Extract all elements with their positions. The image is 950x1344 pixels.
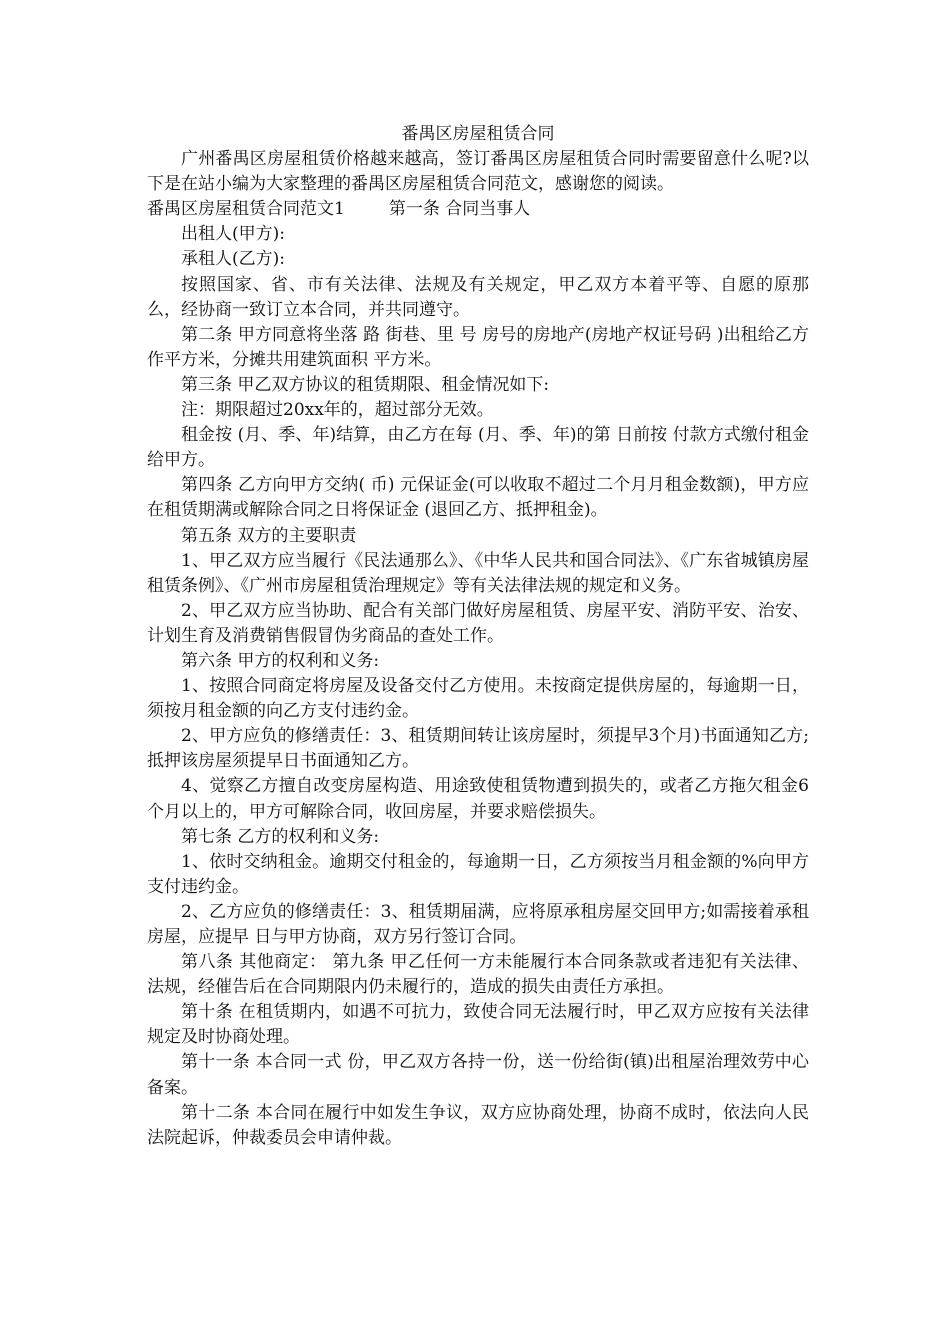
paragraph: 按照国家、省、市有关法律、法规及有关规定，甲乙双方本着平等、自愿的原那么，经协商一致订立本合同，并共同遵守。 [147,274,809,320]
paragraph: 2、甲乙双方应当协助、配合有关部门做好房屋租赁、房屋平安、消防平安、治安、计划生育及消费销售假冒伪劣商品的查处工作。 [147,600,809,646]
paragraph: 第四条 乙方向甲方交纳( 币) 元保证金(可以收取不超过二个月月租金数额)，甲方应在租赁期满或解除合同之日将保证金 (退回乙方、抵押租金)。 [147,475,809,521]
paragraph: 第十二条 本合同在履行中如发生争议，双方应协商处理，协商不成时，依法向人民法院起诉，仲裁委员会申请仲裁。 [147,1102,809,1148]
paragraph: 第十一条 本合同一式 份，甲乙双方各持一份，送一份给街(镇)出租屋治理效劳中心备案。 [147,1052,809,1098]
intro-paragraph: 广州番禺区房屋租赁价格越来越高，签订番禺区房屋租赁合同时需要留意什么呢?以下是在站小编为大家整理的番禺区房屋租赁合同范文，感谢您的阅读。 [147,149,809,195]
paragraph: 1、依时交纳租金。逾期交付租金的，每逾期一日，乙方须按当月租金额的%向甲方支付违约金。 [147,851,809,897]
paragraph: 第五条 双方的主要职责 [181,525,357,546]
section-heading-line [147,197,809,222]
document-page [147,122,809,1151]
paragraph: 第二条 甲方同意将坐落 路 街巷、里 号 房号的房地产(房地产权证号码 )出租给乙方作平方米，分摊共用建筑面积 平方米。 [147,324,809,370]
paragraph: 第三条 甲乙双方协议的租赁期限、租金情况如下: [181,374,550,395]
document-title: 番禺区房屋租赁合同 [401,124,555,144]
paragraph: 1、甲乙双方应当履行《民法通那么》、《中华人民共和国合同法》、《广东省城镇房屋租赁条例》、《广州市房屋租赁治理规定》等有关法律法规的规定和义务。 [147,550,809,596]
paragraph: 承租人(乙方): [181,249,285,270]
paragraph: 注：期限超过20xx年的，超过部分无效。 [181,400,494,421]
paragraph: 第八条 其他商定： 第九条 甲乙任何一方未能履行本合同条款或者违犯有关法律、法规，经催告后在合同期限内仍未履行的，造成的损失由责任方承担。 [147,952,809,998]
paragraph: 第七条 乙方的权利和义务: [181,826,380,847]
paragraph: 2、甲方应负的修缮责任：3、租赁期间转让该房屋时，须提早3个月)书面通知乙方;抵押该房屋须提早日书面通知乙方。 [147,726,809,772]
article-1-heading: 第一条 合同当事人 [388,199,531,220]
paragraph: 第十条 在租赁期内，如遇不可抗力，致使合同无法履行时，甲乙双方应按有关法律规定及时协商处理。 [147,1002,809,1048]
paragraph: 1、按照合同商定将房屋及设备交付乙方使用。未按商定提供房屋的，每逾期一日，须按月租金额的向乙方支付违约金。 [147,676,809,722]
paragraph: 第六条 甲方的权利和义务: [181,650,380,671]
section-heading: 番禺区房屋租赁合同范文1 [147,199,345,220]
contract-body [147,222,809,1150]
paragraph: 4、觉察乙方擅自改变房屋构造、用途致使租赁物遭到损失的，或者乙方拖欠租金6个月以上的，甲方可解除合同，收回房屋，并要求赔偿损失。 [147,776,809,822]
paragraph: 租金按 (月、季、年)结算，由乙方在每 (月、季、年)的第 日前按 付款方式缴付租金给甲方。 [147,425,809,471]
paragraph: 2、乙方应负的修缮责任：3、租赁期届满，应将原承租房屋交回甲方;如需接着承租房屋，应提早 日与甲方协商，双方另行签订合同。 [147,901,809,947]
paragraph: 出租人(甲方): [181,224,285,245]
